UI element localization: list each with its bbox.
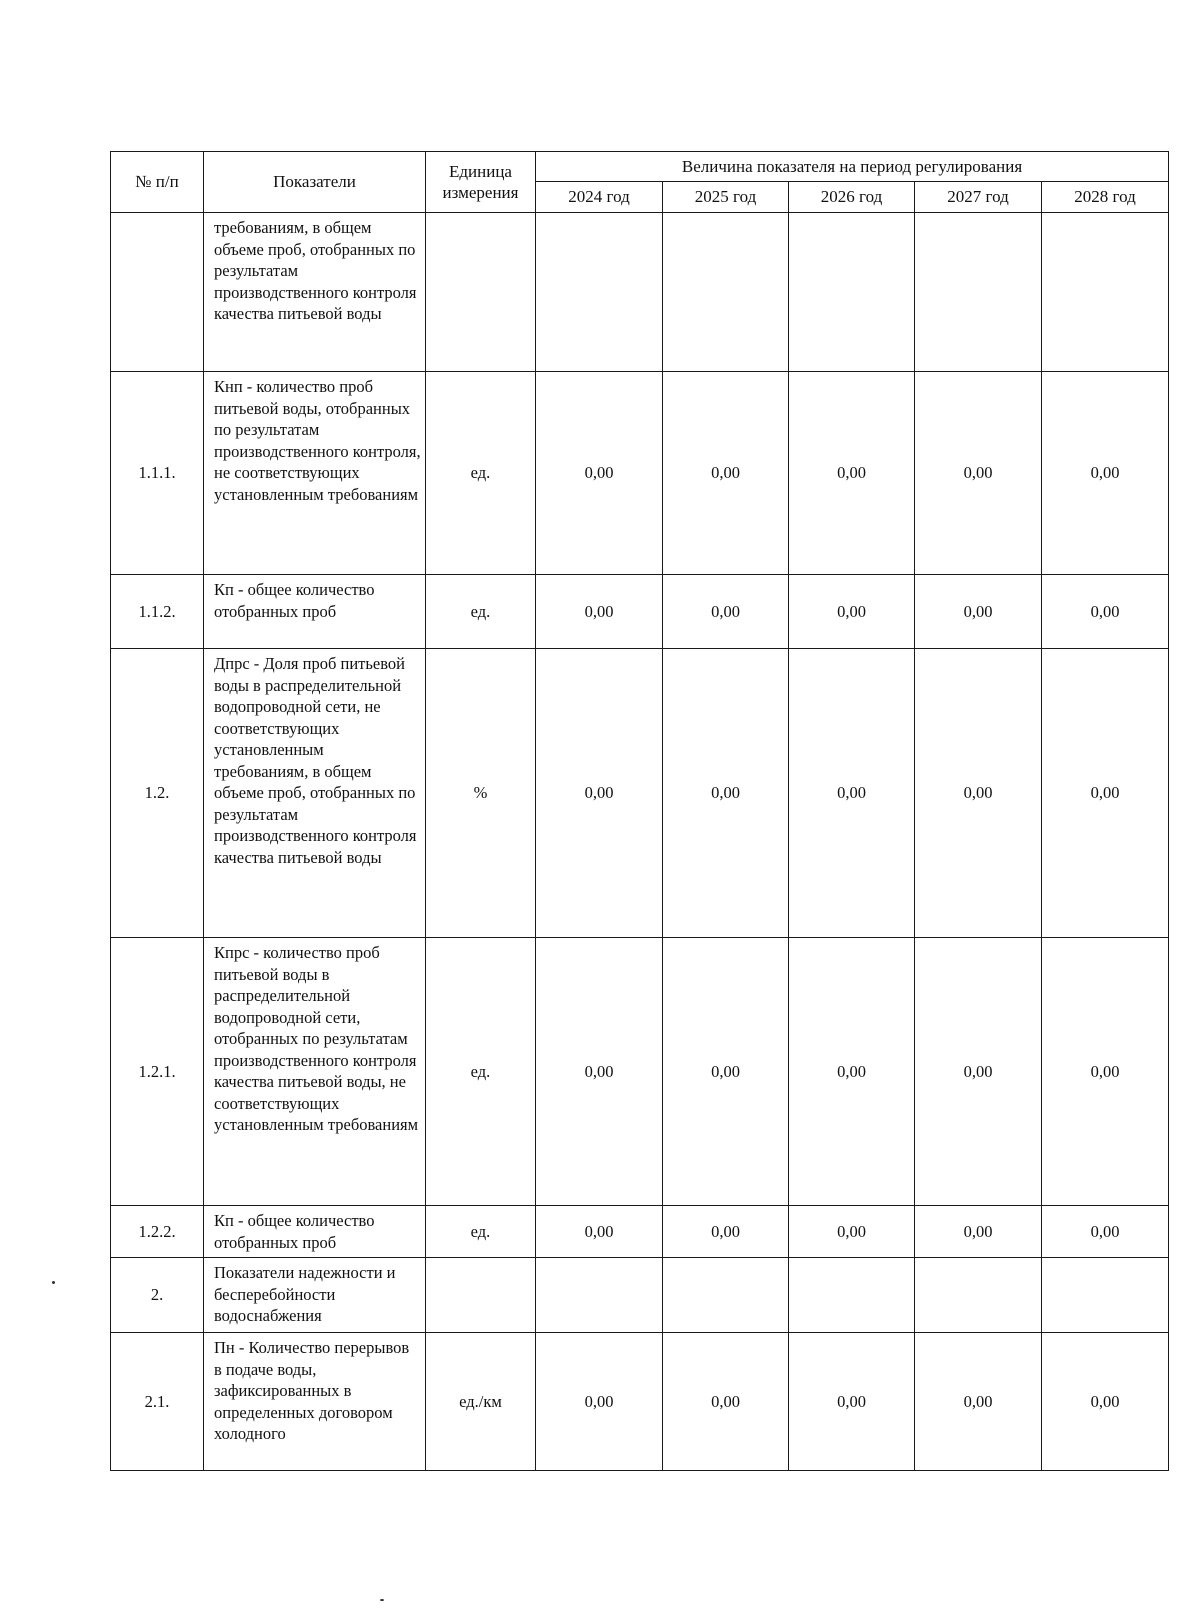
row-value-2028 xyxy=(1042,213,1169,372)
row-value-2026: 0,00 xyxy=(789,649,915,938)
row-num: 1.2.2. xyxy=(111,1206,204,1258)
row-value-2028: 0,00 xyxy=(1042,1333,1169,1471)
row-indicator: Кпрс - количество проб питьевой воды в распределительной водопроводной сети, отобранных по результатам производственного контроля качества питьевой воды, не соответствующих установленным требованиям xyxy=(204,938,426,1206)
row-num: 1.2.1. xyxy=(111,938,204,1206)
row-value-2025: 0,00 xyxy=(663,575,789,649)
row-value-2025: 0,00 xyxy=(663,1206,789,1258)
row-value-2026 xyxy=(789,213,915,372)
row-unit: ед. xyxy=(426,1206,536,1258)
header-year-2028: 2028 год xyxy=(1042,182,1169,213)
header-num: № п/п xyxy=(111,152,204,213)
header-year-2024: 2024 год xyxy=(536,182,663,213)
row-value-2028: 0,00 xyxy=(1042,649,1169,938)
row-value-2028: 0,00 xyxy=(1042,575,1169,649)
row-num: 2.1. xyxy=(111,1333,204,1471)
row-value-2024: 0,00 xyxy=(536,649,663,938)
row-unit: % xyxy=(426,649,536,938)
row-value-2027 xyxy=(915,1258,1042,1333)
row-value-2028: 0,00 xyxy=(1042,938,1169,1206)
header-unit: Единица измерения xyxy=(426,152,536,213)
header-year-2026: 2026 год xyxy=(789,182,915,213)
table-row xyxy=(111,372,1169,575)
header-period: Величина показателя на период регулирования xyxy=(536,152,1169,182)
row-value-2026: 0,00 xyxy=(789,372,915,575)
row-value-2025 xyxy=(663,1258,789,1333)
row-value-2028 xyxy=(1042,1258,1169,1333)
table-row xyxy=(111,575,1169,649)
row-value-2025: 0,00 xyxy=(663,372,789,575)
row-value-2027: 0,00 xyxy=(915,1206,1042,1258)
table-row xyxy=(111,1333,1169,1471)
row-value-2025: 0,00 xyxy=(663,649,789,938)
row-num: 1.1.1. xyxy=(111,372,204,575)
row-value-2026: 0,00 xyxy=(789,1206,915,1258)
row-value-2024: 0,00 xyxy=(536,938,663,1206)
row-value-2024: 0,00 xyxy=(536,372,663,575)
row-unit: ед. xyxy=(426,575,536,649)
row-value-2027: 0,00 xyxy=(915,372,1042,575)
row-num: 1.2. xyxy=(111,649,204,938)
row-num xyxy=(111,213,204,372)
indicators-table xyxy=(110,151,1169,1471)
row-unit xyxy=(426,213,536,372)
row-value-2025: 0,00 xyxy=(663,1333,789,1471)
row-value-2027: 0,00 xyxy=(915,575,1042,649)
row-indicator: Дпрс - Доля проб питьевой воды в распределительной водопроводной сети, не соответствующих установленным требованиям, в общем объеме проб, отобранных по результатам производственного контроля качества питьевой воды xyxy=(204,649,426,938)
row-value-2024: 0,00 xyxy=(536,575,663,649)
table-row xyxy=(111,213,1169,372)
row-value-2026 xyxy=(789,1258,915,1333)
row-value-2026: 0,00 xyxy=(789,938,915,1206)
row-value-2027: 0,00 xyxy=(915,649,1042,938)
row-num: 1.1.2. xyxy=(111,575,204,649)
row-value-2024 xyxy=(536,1258,663,1333)
row-indicator: Пн - Количество перерывов в подаче воды, зафиксированных в определенных договором холодного xyxy=(204,1333,426,1471)
row-value-2024 xyxy=(536,213,663,372)
row-value-2027: 0,00 xyxy=(915,1333,1042,1471)
table-row xyxy=(111,1258,1169,1333)
row-value-2025: 0,00 xyxy=(663,938,789,1206)
row-value-2024: 0,00 xyxy=(536,1333,663,1471)
row-unit: ед. xyxy=(426,372,536,575)
table-row xyxy=(111,649,1169,938)
row-indicator: Кнп - количество проб питьевой воды, отобранных по результатам производственного контроля, не соответствующих установленным требованиям xyxy=(204,372,426,575)
row-indicator: Показатели надежности и бесперебойности водоснабжения xyxy=(204,1258,426,1333)
table-row xyxy=(111,938,1169,1206)
row-value-2026: 0,00 xyxy=(789,575,915,649)
scan-speck xyxy=(52,1281,55,1284)
row-value-2025 xyxy=(663,213,789,372)
row-indicator: Кп - общее количество отобранных проб xyxy=(204,575,426,649)
header-year-2025: 2025 год xyxy=(663,182,789,213)
row-indicator: Кп - общее количество отобранных проб xyxy=(204,1206,426,1258)
scan-speck xyxy=(380,1599,384,1601)
row-unit: ед. xyxy=(426,938,536,1206)
row-value-2028: 0,00 xyxy=(1042,1206,1169,1258)
row-unit xyxy=(426,1258,536,1333)
row-value-2027: 0,00 xyxy=(915,938,1042,1206)
table-row xyxy=(111,1206,1169,1258)
row-value-2028: 0,00 xyxy=(1042,372,1169,575)
header-year-2027: 2027 год xyxy=(915,182,1042,213)
row-indicator: требованиям, в общем объеме проб, отобранных по результатам производственного контроля качества питьевой воды xyxy=(204,213,426,372)
row-value-2027 xyxy=(915,213,1042,372)
row-unit: ед./км xyxy=(426,1333,536,1471)
row-value-2024: 0,00 xyxy=(536,1206,663,1258)
row-num: 2. xyxy=(111,1258,204,1333)
header-indicator: Показатели xyxy=(204,152,426,213)
row-value-2026: 0,00 xyxy=(789,1333,915,1471)
